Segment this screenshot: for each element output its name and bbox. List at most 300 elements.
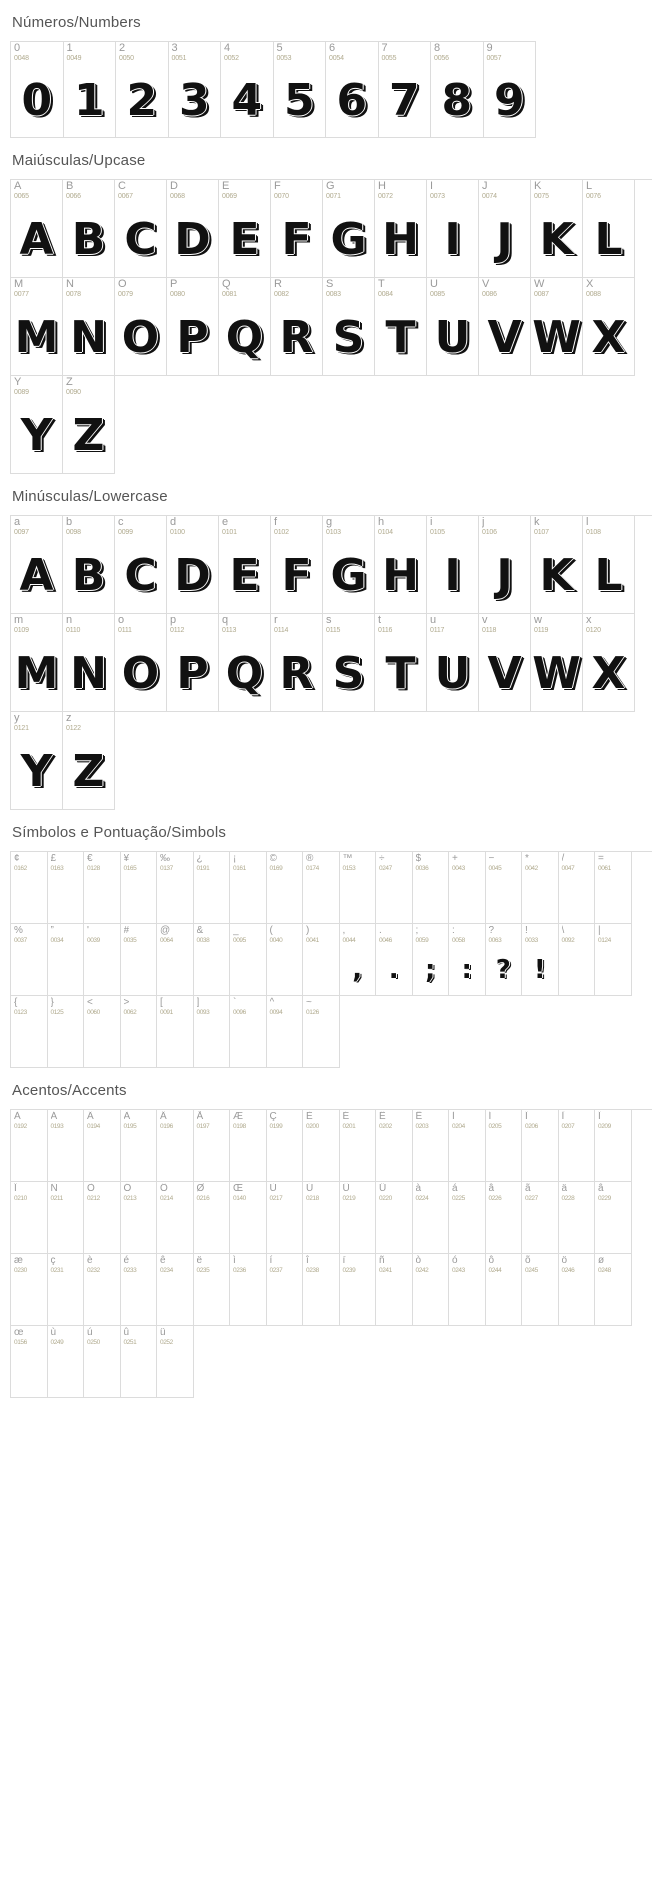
glyph-code-label: 0105 [430, 529, 445, 536]
glyph-cell[interactable] [376, 1110, 413, 1182]
glyph-cell[interactable] [219, 516, 271, 614]
glyph-preview-text: I [444, 213, 461, 265]
glyph-preview [63, 398, 114, 472]
glyph-cell[interactable] [484, 42, 537, 138]
glyph-cell-header [157, 1326, 193, 1348]
glyph-preview [11, 538, 62, 612]
glyph-cell[interactable] [84, 852, 121, 924]
glyph-char-label: € [87, 853, 93, 864]
glyph-code-label: 0046 [379, 937, 392, 944]
glyph-cell-header [449, 1254, 485, 1276]
glyph-cell[interactable] [48, 852, 85, 924]
glyph-code-label: 0056 [434, 55, 449, 62]
glyph-char-label: Æ [233, 1111, 243, 1122]
glyph-preview-text: N [70, 647, 107, 699]
glyph-code-label: 0057 [486, 55, 502, 62]
glyph-cell[interactable] [48, 996, 85, 1068]
glyph-cell[interactable] [157, 852, 194, 924]
glyph-cell[interactable] [595, 852, 632, 924]
glyph-char-label: . [379, 925, 382, 936]
glyph-cell[interactable] [431, 42, 484, 138]
glyph-preview [375, 202, 426, 276]
glyph-cell[interactable] [303, 1182, 340, 1254]
glyph-cell[interactable] [194, 1182, 231, 1254]
glyph-preview-text: F [281, 549, 312, 601]
glyph-code-label: 0244 [488, 1267, 502, 1274]
glyph-cell-header [531, 278, 582, 300]
glyph-cell[interactable] [121, 1182, 158, 1254]
glyph-cell[interactable] [169, 42, 222, 138]
glyph-cell[interactable] [48, 1326, 85, 1398]
glyph-cell-header [48, 1182, 84, 1204]
glyph-code-label: 0245 [525, 1267, 538, 1274]
glyph-cell[interactable] [63, 516, 115, 614]
glyph-preview-text: 7 [388, 74, 420, 126]
glyph-cell[interactable] [230, 1182, 267, 1254]
glyph-cell[interactable] [167, 278, 219, 376]
glyph-cell[interactable] [303, 852, 340, 924]
glyph-cell[interactable] [376, 1182, 413, 1254]
glyph-preview-text: V [487, 311, 522, 363]
glyph-char-label: ® [306, 853, 314, 864]
glyph-cell[interactable] [531, 180, 583, 278]
glyph-cell[interactable] [375, 180, 427, 278]
glyph-cell[interactable] [115, 180, 167, 278]
glyph-cell-header [84, 1254, 120, 1276]
glyph-cell[interactable] [84, 924, 121, 996]
glyph-cell[interactable] [194, 852, 231, 924]
glyph-cell[interactable] [11, 996, 48, 1068]
glyph-code-label: 0065 [14, 193, 29, 200]
glyph-cell[interactable] [48, 1110, 85, 1182]
glyph-cell[interactable] [230, 1110, 267, 1182]
glyph-cell-header [271, 180, 322, 202]
glyph-cell[interactable] [157, 1254, 194, 1326]
glyph-preview [427, 636, 478, 710]
glyph-cell[interactable] [63, 712, 115, 810]
glyph-code-label: 0128 [87, 865, 100, 872]
glyph-cell-header [379, 42, 431, 64]
glyph-cell[interactable] [121, 1110, 158, 1182]
glyph-cell[interactable] [11, 42, 64, 138]
glyph-cell-header [376, 1110, 412, 1132]
glyph-cell[interactable] [157, 924, 194, 996]
glyph-code-label: 0234 [160, 1267, 173, 1274]
glyph-cell[interactable] [267, 924, 304, 996]
glyph-cell[interactable] [11, 712, 63, 810]
glyph-char-label: É [342, 1111, 350, 1122]
glyph-preview-text: T [385, 311, 416, 363]
glyph-cell-header [486, 1182, 522, 1204]
glyph-code-label: 0162 [14, 865, 27, 872]
glyph-preview-text: ! [533, 955, 546, 985]
glyph-preview-text: W [532, 311, 581, 363]
glyph-cell-header [157, 924, 193, 946]
glyph-cell-header [219, 516, 270, 538]
glyph-preview-text: . [388, 955, 399, 985]
glyph-char-label: Ø [196, 1183, 205, 1194]
glyph-cell[interactable] [375, 614, 427, 712]
glyph-cell[interactable] [274, 42, 327, 138]
glyph-cell[interactable] [230, 1254, 267, 1326]
glyph-cell[interactable] [219, 614, 271, 712]
glyph-code-label: 0094 [269, 1009, 283, 1016]
glyph-code-label: 0045 [488, 865, 502, 872]
glyph-char-label: r [274, 615, 278, 626]
glyph-cell[interactable] [11, 1110, 48, 1182]
glyph-cell[interactable] [63, 278, 115, 376]
glyph-preview-text: S [332, 311, 365, 363]
glyph-cell-header [115, 614, 166, 636]
glyph-cell[interactable] [326, 42, 379, 138]
glyph-cell[interactable] [116, 42, 169, 138]
glyph-preview [115, 538, 166, 612]
glyph-preview [11, 202, 62, 276]
glyph-cell-header [559, 924, 595, 946]
glyph-code-label: 0048 [14, 55, 29, 62]
glyph-cell-header [230, 1110, 266, 1132]
glyph-cell[interactable] [219, 278, 271, 376]
glyph-char-label: x [586, 615, 592, 626]
glyph-cell[interactable] [559, 852, 596, 924]
glyph-cell[interactable] [340, 1110, 377, 1182]
glyph-cell[interactable] [413, 1182, 450, 1254]
glyph-cell-header [595, 924, 631, 946]
glyph-cell[interactable] [559, 924, 596, 996]
glyph-cell[interactable] [559, 1254, 596, 1326]
glyph-cell-header [11, 924, 47, 946]
glyph-cell[interactable] [63, 614, 115, 712]
glyph-char-label: O [118, 279, 127, 290]
glyph-cell-header [479, 614, 530, 636]
glyph-cell-header [230, 852, 266, 874]
glyph-cell[interactable] [413, 852, 450, 924]
glyph-code-label: 0246 [561, 1267, 575, 1274]
glyph-cell[interactable] [522, 1182, 559, 1254]
glyph-cell[interactable] [230, 924, 267, 996]
glyph-cell[interactable] [449, 924, 486, 996]
glyph-cell[interactable] [115, 614, 167, 712]
glyph-code-label: 0099 [118, 529, 133, 536]
glyph-code-label: 0218 [306, 1195, 319, 1202]
glyph-code-label: 0100 [170, 529, 185, 536]
glyph-cell[interactable] [267, 996, 304, 1068]
glyph-cell[interactable] [479, 278, 531, 376]
glyph-cell-header [267, 996, 303, 1018]
glyph-cell[interactable] [486, 852, 523, 924]
glyph-cell[interactable] [157, 996, 194, 1068]
glyph-cell-header [340, 1182, 376, 1204]
glyph-cell[interactable] [449, 1110, 486, 1182]
glyph-cell[interactable] [121, 1326, 158, 1398]
glyph-cell-header [595, 1110, 631, 1132]
glyph-cell[interactable] [194, 996, 231, 1068]
glyph-char-label: I [430, 181, 434, 192]
glyph-cell[interactable] [340, 1254, 377, 1326]
glyph-cell[interactable] [340, 924, 377, 996]
glyph-code-label: 0195 [123, 1123, 137, 1130]
glyph-cell[interactable] [479, 516, 531, 614]
glyph-preview-text: D [174, 549, 211, 601]
glyph-grid-symbols [10, 851, 652, 1068]
glyph-cell[interactable] [595, 1254, 632, 1326]
glyph-preview-text: C [124, 213, 157, 265]
glyph-cell[interactable] [267, 1254, 304, 1326]
glyph-cell[interactable] [340, 1182, 377, 1254]
glyph-cell-header [84, 996, 120, 1018]
glyph-cell[interactable] [595, 1110, 632, 1182]
glyph-char-label: W [534, 279, 545, 290]
glyph-char-label: X [586, 279, 594, 290]
glyph-char-label: j [482, 517, 485, 528]
glyph-char-label: ¡ [233, 853, 237, 864]
glyph-cell[interactable] [522, 924, 559, 996]
glyph-preview-text: Z [72, 409, 105, 461]
glyph-cell[interactable] [115, 278, 167, 376]
glyph-preview [167, 636, 218, 710]
glyph-cell[interactable] [376, 1254, 413, 1326]
glyph-cell[interactable] [11, 614, 63, 712]
glyph-cell[interactable] [121, 996, 158, 1068]
glyph-cell[interactable] [559, 1182, 596, 1254]
glyph-cell[interactable] [64, 42, 117, 138]
glyph-cell[interactable] [531, 278, 583, 376]
glyph-code-label: 0070 [274, 193, 289, 200]
glyph-cell[interactable] [303, 1110, 340, 1182]
glyph-char-label: Œ [233, 1183, 243, 1194]
glyph-cell[interactable] [303, 996, 340, 1068]
glyph-cell-header [449, 1182, 485, 1204]
glyph-code-label: 0084 [378, 291, 393, 298]
glyph-cell[interactable] [11, 1254, 48, 1326]
glyph-cell[interactable] [11, 376, 63, 474]
glyph-cell-header [376, 1182, 412, 1204]
glyph-cell-header [559, 1182, 595, 1204]
glyph-cell[interactable] [194, 1254, 231, 1326]
glyph-char-label: 0 [14, 43, 21, 54]
glyph-cell[interactable] [267, 852, 304, 924]
glyph-cell[interactable] [427, 516, 479, 614]
glyph-cell[interactable] [11, 516, 63, 614]
glyph-cell[interactable] [115, 516, 167, 614]
glyph-cell-header [595, 1182, 631, 1204]
glyph-char-label: ì [233, 1255, 236, 1266]
glyph-code-label: 0092 [561, 937, 575, 944]
section-title-lowercase: Minúsculas/Lowercase [12, 488, 168, 505]
glyph-cell[interactable] [427, 614, 479, 712]
glyph-cell[interactable] [375, 278, 427, 376]
glyph-cell[interactable] [157, 1182, 194, 1254]
glyph-cell[interactable] [63, 180, 115, 278]
glyph-cell[interactable] [376, 852, 413, 924]
glyph-preview [427, 202, 478, 276]
glyph-cell-header [559, 1110, 595, 1132]
glyph-code-label: 0216 [196, 1195, 210, 1202]
glyph-char-label: ó [452, 1255, 458, 1266]
glyph-preview-text: X [591, 647, 626, 699]
glyph-cell[interactable] [522, 852, 559, 924]
glyph-cell[interactable] [84, 1326, 121, 1398]
glyph-cell[interactable] [375, 516, 427, 614]
glyph-cell[interactable] [583, 516, 635, 614]
glyph-cell-header [479, 180, 530, 202]
glyph-code-label: 0086 [482, 291, 497, 298]
glyph-char-label: m [14, 615, 24, 626]
glyph-cell[interactable] [48, 1254, 85, 1326]
glyph-cell[interactable] [48, 924, 85, 996]
glyph-cell[interactable] [486, 1254, 523, 1326]
glyph-char-label: Ú [306, 1183, 314, 1194]
glyph-cell[interactable] [323, 516, 375, 614]
glyph-cell[interactable] [84, 996, 121, 1068]
glyph-cell-header [230, 1254, 266, 1276]
glyph-cell[interactable] [167, 614, 219, 712]
glyph-code-label: 0239 [342, 1267, 356, 1274]
glyph-cell-header [115, 516, 166, 538]
glyph-cell[interactable] [583, 614, 635, 712]
glyph-cell[interactable] [221, 42, 274, 138]
glyph-code-label: 0091 [160, 1009, 173, 1016]
glyph-cell[interactable] [323, 278, 375, 376]
glyph-preview [522, 946, 558, 994]
glyph-cell[interactable] [427, 278, 479, 376]
glyph-cell[interactable] [595, 1182, 632, 1254]
glyph-cell[interactable] [48, 1182, 85, 1254]
glyph-cell[interactable] [11, 1182, 48, 1254]
glyph-cell[interactable] [479, 180, 531, 278]
glyph-cell[interactable] [230, 852, 267, 924]
glyph-cell[interactable] [486, 1110, 523, 1182]
glyph-cell[interactable] [486, 1182, 523, 1254]
glyph-code-label: 0237 [269, 1267, 283, 1274]
glyph-cell[interactable] [157, 1110, 194, 1182]
glyph-cell-header [303, 852, 339, 874]
glyph-code-label: 0078 [66, 291, 81, 298]
glyph-cell[interactable] [84, 1110, 121, 1182]
glyph-cell[interactable] [157, 1326, 194, 1398]
glyph-char-label: \ [561, 925, 565, 936]
glyph-cell-header [522, 852, 558, 874]
glyph-cell[interactable] [449, 852, 486, 924]
glyph-preview [116, 64, 168, 136]
glyph-preview-text: L [594, 213, 623, 265]
glyph-cell[interactable] [340, 852, 377, 924]
glyph-code-label: 0199 [269, 1123, 283, 1130]
glyph-cell[interactable] [11, 180, 63, 278]
glyph-code-label: 0198 [233, 1123, 246, 1130]
glyph-cell[interactable] [376, 924, 413, 996]
glyph-code-label: 0064 [160, 937, 173, 944]
glyph-cell[interactable] [167, 180, 219, 278]
glyph-cell[interactable] [303, 1254, 340, 1326]
glyph-cell[interactable] [271, 516, 323, 614]
glyph-cell-header [169, 42, 221, 64]
glyph-cell-header [323, 516, 374, 538]
glyph-cell[interactable] [531, 614, 583, 712]
glyph-preview [167, 202, 218, 276]
glyph-cell[interactable] [84, 1182, 121, 1254]
glyph-cell[interactable] [230, 996, 267, 1068]
glyph-cell[interactable] [267, 1110, 304, 1182]
glyph-cell[interactable] [63, 376, 115, 474]
glyph-char-label: H [378, 181, 386, 192]
glyph-char-label: Ê [379, 1111, 386, 1122]
glyph-cell[interactable] [427, 180, 479, 278]
glyph-cell[interactable] [559, 1110, 596, 1182]
glyph-cell[interactable] [194, 1110, 231, 1182]
glyph-code-label: 0036 [415, 865, 429, 872]
glyph-cell-header [267, 924, 303, 946]
glyph-cell[interactable] [267, 1182, 304, 1254]
glyph-code-label: 0088 [586, 291, 601, 298]
glyph-cell[interactable] [219, 180, 271, 278]
glyph-code-label: 0194 [87, 1123, 100, 1130]
glyph-cell[interactable] [323, 614, 375, 712]
glyph-cell[interactable] [167, 516, 219, 614]
glyph-cell[interactable] [583, 278, 635, 376]
glyph-cell[interactable] [194, 924, 231, 996]
glyph-preview-text: D [174, 213, 211, 265]
glyph-preview [11, 300, 62, 374]
glyph-cell-header [427, 278, 478, 300]
glyph-preview-text: S [332, 647, 365, 699]
glyph-cell[interactable] [413, 1254, 450, 1326]
glyph-cell[interactable] [531, 516, 583, 614]
glyph-preview-text: 8 [441, 74, 473, 126]
glyph-cell[interactable] [121, 1254, 158, 1326]
glyph-code-label: 0248 [598, 1267, 611, 1274]
glyph-cell[interactable] [479, 614, 531, 712]
glyph-cell[interactable] [271, 180, 323, 278]
glyph-cell[interactable] [413, 1110, 450, 1182]
glyph-preview [375, 300, 426, 374]
glyph-cell-header [121, 1182, 157, 1204]
glyph-cell[interactable] [121, 924, 158, 996]
glyph-code-label: 0073 [430, 193, 445, 200]
glyph-cell[interactable] [121, 852, 158, 924]
glyph-cell[interactable] [271, 278, 323, 376]
glyph-cell-header [194, 1110, 230, 1132]
glyph-cell[interactable] [449, 1182, 486, 1254]
glyph-preview [63, 636, 114, 710]
glyph-cell[interactable] [413, 924, 450, 996]
glyph-cell[interactable] [11, 1326, 48, 1398]
glyph-cell[interactable] [323, 180, 375, 278]
glyph-cell[interactable] [379, 42, 432, 138]
glyph-preview [531, 636, 582, 710]
glyph-cell[interactable] [522, 1110, 559, 1182]
glyph-cell[interactable] [11, 278, 63, 376]
glyph-cell[interactable] [11, 852, 48, 924]
glyph-char-label: Ô [160, 1183, 168, 1194]
glyph-cell-header [121, 924, 157, 946]
glyph-cell[interactable] [449, 1254, 486, 1326]
glyph-cell[interactable] [583, 180, 635, 278]
glyph-preview-text: U [434, 647, 471, 699]
glyph-cell[interactable] [84, 1254, 121, 1326]
glyph-code-label: 0252 [160, 1339, 173, 1346]
glyph-cell[interactable] [486, 924, 523, 996]
glyph-code-label: 0249 [50, 1339, 64, 1346]
glyph-cell[interactable] [522, 1254, 559, 1326]
glyph-cell[interactable] [595, 924, 632, 996]
glyph-cell[interactable] [271, 614, 323, 712]
glyph-preview [323, 300, 374, 374]
glyph-code-label: 0250 [87, 1339, 100, 1346]
glyph-cell[interactable] [303, 924, 340, 996]
glyph-code-label: 0081 [222, 291, 237, 298]
glyph-cell[interactable] [11, 924, 48, 996]
